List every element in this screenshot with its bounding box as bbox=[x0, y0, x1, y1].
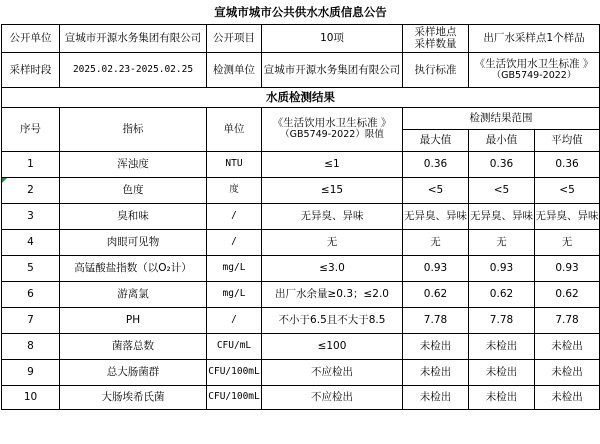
cell-no: 7 bbox=[2, 307, 60, 333]
label-standard: 执行标准 bbox=[403, 52, 469, 87]
table-row bbox=[2, 177, 600, 203]
cell-indicator: 游离氯 bbox=[60, 281, 207, 307]
header-max: 最大值 bbox=[403, 129, 469, 151]
cell-min: 7.78 bbox=[469, 307, 535, 333]
water-quality-notice-table bbox=[1, 0, 600, 410]
cell-limit: 不应检出 bbox=[262, 359, 403, 385]
cell-max: 未检出 bbox=[403, 385, 469, 409]
cell-limit: 无 bbox=[262, 229, 403, 255]
label-sample-location-line1: 采样地点 bbox=[414, 26, 457, 38]
cell-min: 未检出 bbox=[469, 385, 535, 409]
label-publishing-unit: 公开单位 bbox=[2, 24, 60, 52]
sampling-period-value: 2025.02.23-2025.02.25 bbox=[60, 52, 207, 87]
cell-min: 0.36 bbox=[469, 151, 535, 177]
cell-max: <5 bbox=[403, 177, 469, 203]
label-project: 公开项目 bbox=[207, 24, 262, 52]
section-title: 水质检测结果 bbox=[2, 87, 600, 107]
cell-max: 无 bbox=[403, 229, 469, 255]
result-rows bbox=[2, 151, 600, 409]
cell-max: 无异臭、异味 bbox=[403, 203, 469, 229]
cell-no: 2 bbox=[2, 177, 60, 203]
cell-unit: CFU/100mL bbox=[207, 359, 262, 385]
table-row bbox=[2, 307, 600, 333]
table-row bbox=[2, 255, 600, 281]
table-row bbox=[2, 359, 600, 385]
standard-value-line2: （GB5749-2022） bbox=[491, 69, 577, 81]
cell-no: 9 bbox=[2, 359, 60, 385]
cell-limit: ≤100 bbox=[262, 333, 403, 359]
cell-limit: ≤3.0 bbox=[262, 255, 403, 281]
publishing-unit-value: 宣城市开源水务集团有限公司 bbox=[60, 24, 207, 52]
cell-indicator: PH bbox=[60, 307, 207, 333]
header-avg: 平均值 bbox=[535, 129, 600, 151]
cell-no: 5 bbox=[2, 255, 60, 281]
cell-min: 0.62 bbox=[469, 281, 535, 307]
sample-location-value: 出厂水采样点1个样品 bbox=[469, 24, 600, 52]
cell-indicator: 总大肠菌群 bbox=[60, 359, 207, 385]
cell-avg: 0.62 bbox=[535, 281, 600, 307]
cell-limit: 不小于6.5且不大于8.5 bbox=[262, 307, 403, 333]
cell-avg: 0.93 bbox=[535, 255, 600, 281]
cell-avg: <5 bbox=[535, 177, 600, 203]
cell-avg: 未检出 bbox=[535, 333, 600, 359]
cell-unit: NTU bbox=[207, 151, 262, 177]
header-no: 序号 bbox=[2, 107, 60, 151]
cell-max: 0.62 bbox=[403, 281, 469, 307]
cell-avg: 未检出 bbox=[535, 359, 600, 385]
header-indicator: 指标 bbox=[60, 107, 207, 151]
cell-indicator: 臭和味 bbox=[60, 203, 207, 229]
table-row bbox=[2, 385, 600, 409]
cell-avg: 7.78 bbox=[535, 307, 600, 333]
cell-max: 7.78 bbox=[403, 307, 469, 333]
header-min: 最小值 bbox=[469, 129, 535, 151]
cell-unit: 度 bbox=[207, 177, 262, 203]
cell-no: 3 bbox=[2, 203, 60, 229]
cell-max: 0.36 bbox=[403, 151, 469, 177]
cell-min: 无异臭、异味 bbox=[469, 203, 535, 229]
cell-avg: 无 bbox=[535, 229, 600, 255]
project-value: 10项 bbox=[262, 24, 403, 52]
header-range: 检测结果范围 bbox=[403, 107, 600, 129]
cell-indicator: 高锰酸盐指数（以O₂计） bbox=[60, 255, 207, 281]
standard-value-line1: 《生活饮用水卫生标准 》 bbox=[474, 57, 594, 70]
header-limit bbox=[262, 107, 403, 151]
cell-no: 1 bbox=[2, 151, 60, 177]
standard-value bbox=[469, 52, 600, 87]
table-row bbox=[2, 333, 600, 359]
cell-min: 0.93 bbox=[469, 255, 535, 281]
cell-indicator: 色度 bbox=[60, 177, 207, 203]
cell-indicator: 大肠埃希氏菌 bbox=[60, 385, 207, 409]
cell-indicator: 浑浊度 bbox=[60, 151, 207, 177]
testing-unit-value: 宣城市开源水务集团有限公司 bbox=[262, 52, 403, 87]
table-row bbox=[2, 151, 600, 177]
cell-max: 0.93 bbox=[403, 255, 469, 281]
cell-min: 未检出 bbox=[469, 359, 535, 385]
header-limit-line1: 《生活饮用水卫生标准 》 bbox=[272, 117, 392, 129]
cell-avg: 无异臭、异味 bbox=[535, 203, 600, 229]
cell-unit: CFU/mL bbox=[207, 333, 262, 359]
cell-unit: mg/L bbox=[207, 255, 262, 281]
cell-limit: ≤1 bbox=[262, 151, 403, 177]
cell-limit: 出厂水余量≥0.3；≤2.0 bbox=[262, 281, 403, 307]
table-row bbox=[2, 281, 600, 307]
cell-unit: / bbox=[207, 203, 262, 229]
cell-unit: CFU/100mL bbox=[207, 385, 262, 409]
label-testing-unit: 检测单位 bbox=[207, 52, 262, 87]
cell-min: 未检出 bbox=[469, 333, 535, 359]
cell-limit: ≤15 bbox=[262, 177, 403, 203]
cell-no: 10 bbox=[2, 385, 60, 409]
cell-indicator: 肉眼可见物 bbox=[60, 229, 207, 255]
cell-unit: / bbox=[207, 229, 262, 255]
page-title: 宣城市城市公共供水水质信息公告 bbox=[2, 0, 600, 24]
cell-min: <5 bbox=[469, 177, 535, 203]
cell-indicator: 菌落总数 bbox=[60, 333, 207, 359]
header-unit: 单位 bbox=[207, 107, 262, 151]
label-sample-location-line2: 采样数量 bbox=[414, 38, 457, 50]
cell-avg: 未检出 bbox=[535, 385, 600, 409]
cell-max: 未检出 bbox=[403, 333, 469, 359]
header-limit-line2: （GB5749-2022）限值 bbox=[280, 129, 384, 140]
cell-unit: mg/L bbox=[207, 281, 262, 307]
cell-min: 无 bbox=[469, 229, 535, 255]
cell-limit: 不应检出 bbox=[262, 385, 403, 409]
cell-no: 6 bbox=[2, 281, 60, 307]
cell-no: 4 bbox=[2, 229, 60, 255]
cell-max: 未检出 bbox=[403, 359, 469, 385]
label-sampling-period: 采样时段 bbox=[2, 52, 60, 87]
cell-unit: / bbox=[207, 307, 262, 333]
label-sample-location bbox=[403, 24, 469, 52]
cell-limit: 无异臭、异味 bbox=[262, 203, 403, 229]
table-row bbox=[2, 203, 600, 229]
cell-avg: 0.36 bbox=[535, 151, 600, 177]
cell-no: 8 bbox=[2, 333, 60, 359]
table-row bbox=[2, 229, 600, 255]
